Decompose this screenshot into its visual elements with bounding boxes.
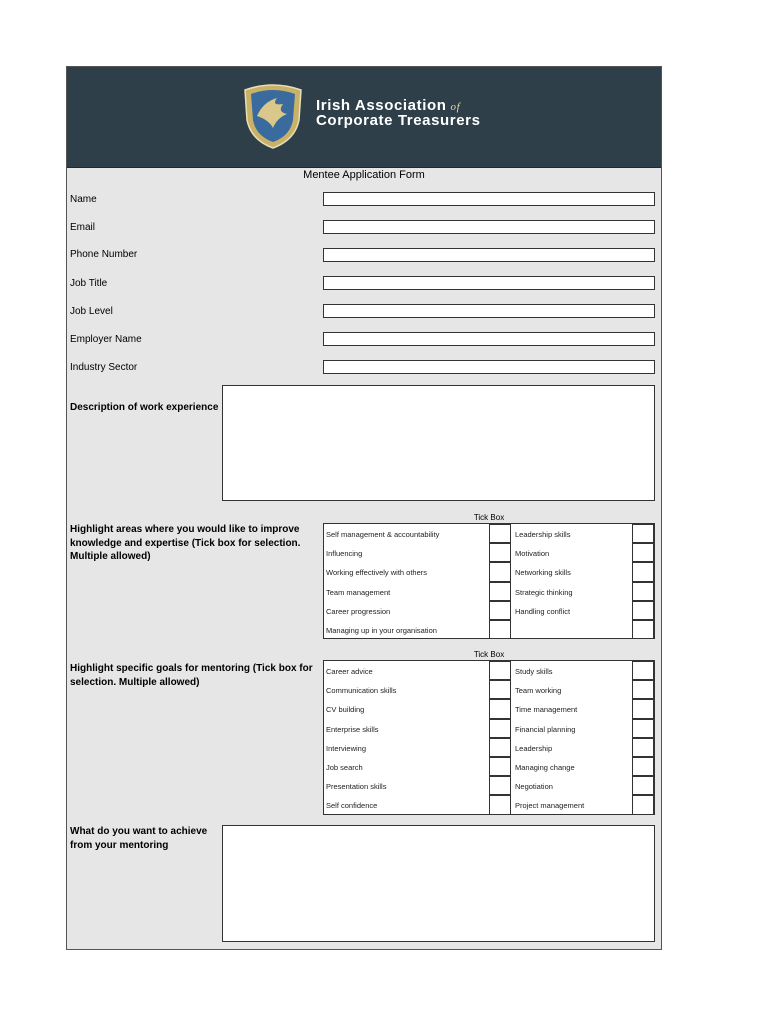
goal-checkbox[interactable] bbox=[489, 661, 511, 680]
goal-checkbox[interactable] bbox=[489, 776, 511, 795]
area-option: Influencing bbox=[326, 549, 363, 559]
area-option: Leadership skills bbox=[515, 530, 571, 539]
phone-number-field[interactable] bbox=[323, 248, 655, 262]
area-checkbox[interactable] bbox=[632, 543, 654, 562]
goal-checkbox[interactable] bbox=[632, 661, 654, 680]
area-option: Handling conflict bbox=[515, 606, 571, 616]
goal-option: Presentation skills bbox=[326, 782, 387, 792]
goal-option: Self confidence bbox=[326, 801, 378, 811]
achieve-label: What do you want to achieve from your mentoring bbox=[70, 826, 208, 851]
area-option: Strategic thinking bbox=[515, 587, 573, 597]
goal-checkbox[interactable] bbox=[489, 795, 511, 814]
area-checkbox[interactable] bbox=[632, 562, 654, 581]
goal-checkbox[interactable] bbox=[632, 738, 654, 757]
goal-checkbox[interactable] bbox=[489, 719, 511, 738]
goal-option: Enterprise skills bbox=[326, 724, 379, 734]
goal-checkbox[interactable] bbox=[632, 776, 654, 795]
form-title: Mentee Application Form bbox=[303, 169, 425, 181]
industry-sector-field[interactable] bbox=[323, 360, 655, 374]
name-field[interactable] bbox=[323, 192, 655, 206]
area-checkbox[interactable] bbox=[632, 620, 654, 639]
goal-checkbox[interactable] bbox=[632, 757, 654, 776]
goal-option: Leadership bbox=[515, 743, 553, 753]
area-option: Motivation bbox=[515, 549, 550, 559]
job-title-field[interactable] bbox=[323, 276, 655, 290]
goal-option: Job search bbox=[326, 762, 363, 772]
goal-option: Financial planning bbox=[515, 724, 576, 734]
job-level-field[interactable] bbox=[323, 304, 655, 318]
areas-tick-box-header: Tick Box bbox=[473, 513, 505, 522]
goal-checkbox[interactable] bbox=[489, 699, 511, 718]
goal-option: Negotiation bbox=[515, 782, 553, 792]
email-label: Email bbox=[70, 222, 96, 233]
area-option: Career progression bbox=[326, 606, 391, 616]
mentee-application-form bbox=[66, 66, 662, 950]
goal-checkbox[interactable] bbox=[489, 757, 511, 776]
goal-checkbox[interactable] bbox=[489, 680, 511, 699]
goal-option: Project management bbox=[515, 801, 585, 811]
area-checkbox[interactable] bbox=[489, 582, 511, 601]
goal-option: Career advice bbox=[326, 667, 373, 676]
area-checkbox[interactable] bbox=[632, 601, 654, 620]
goal-checkbox[interactable] bbox=[632, 795, 654, 814]
goal-option: Interviewing bbox=[326, 743, 367, 753]
area-checkbox[interactable] bbox=[489, 524, 511, 543]
description-label: Description of work experience bbox=[70, 402, 219, 413]
phone-number-label: Phone Number bbox=[70, 249, 138, 260]
goal-option: Time management bbox=[515, 705, 578, 715]
goal-option: Managing change bbox=[515, 762, 575, 772]
name-label: Name bbox=[70, 194, 97, 205]
area-option: Managing up in your organisation bbox=[326, 625, 437, 635]
area-checkbox[interactable] bbox=[489, 601, 511, 620]
goals-label: Highlight specific goals for mentoring (Tick box for selection. Multiple allowed) bbox=[70, 663, 313, 688]
employer-name-label: Employer Name bbox=[70, 334, 142, 345]
org-name-line2: Corporate Treasurers bbox=[316, 112, 481, 129]
org-name-line1: Irish Association of bbox=[316, 97, 461, 114]
goal-checkbox[interactable] bbox=[632, 719, 654, 738]
achieve-textarea[interactable] bbox=[222, 825, 655, 942]
industry-sector-label: Industry Sector bbox=[70, 362, 138, 373]
area-option: Self management & accountability bbox=[326, 530, 440, 539]
goal-option: Team working bbox=[515, 686, 562, 696]
area-checkbox[interactable] bbox=[632, 582, 654, 601]
area-option: Networking skills bbox=[515, 568, 571, 578]
goals-tick-box-header: Tick Box bbox=[473, 650, 505, 659]
goal-checkbox[interactable] bbox=[632, 680, 654, 699]
header-banner bbox=[67, 67, 661, 168]
area-checkbox[interactable] bbox=[489, 620, 511, 639]
email-field[interactable] bbox=[323, 220, 655, 234]
employer-name-field[interactable] bbox=[323, 332, 655, 346]
areas-label: Highlight areas where you would like to improve knowledge and expertise (Tick box for selection. Multiple allowed) bbox=[70, 524, 301, 562]
goal-option: Study skills bbox=[515, 667, 553, 676]
goal-option: Communication skills bbox=[326, 686, 397, 696]
goals-grid bbox=[323, 660, 655, 815]
job-title-label: Job Title bbox=[70, 278, 108, 289]
area-checkbox[interactable] bbox=[489, 543, 511, 562]
job-level-label: Job Level bbox=[70, 306, 113, 317]
area-option: Working effectively with others bbox=[326, 568, 428, 578]
goal-checkbox[interactable] bbox=[632, 699, 654, 718]
goal-option: CV building bbox=[326, 705, 365, 715]
area-checkbox[interactable] bbox=[632, 524, 654, 543]
areas-grid bbox=[323, 523, 655, 639]
goal-checkbox[interactable] bbox=[489, 738, 511, 757]
area-checkbox[interactable] bbox=[489, 562, 511, 581]
area-option: Team management bbox=[326, 587, 391, 597]
shield-logo-icon bbox=[243, 84, 303, 150]
description-textarea[interactable] bbox=[222, 385, 655, 501]
